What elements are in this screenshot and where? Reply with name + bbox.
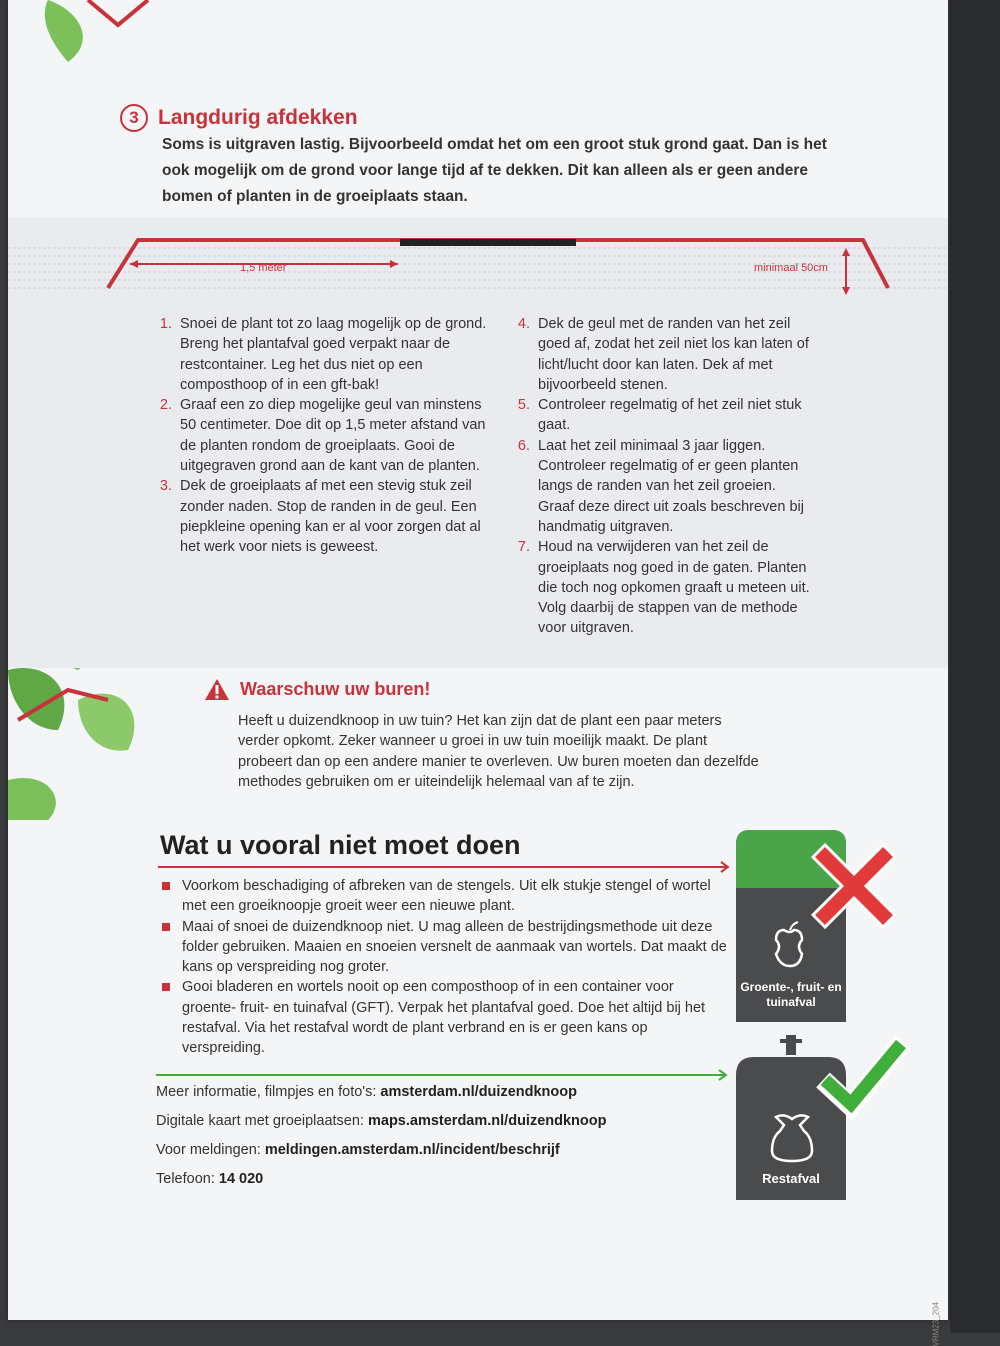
info-line: Meer informatie, filmpjes en foto's: amsterdam.nl/duizendknoop bbox=[156, 1084, 577, 1100]
step-item: 3. Dek de groeiplaats af met een stevig stuk zeil zonder naden. Stop de randen in de geul. Een piepkleine opening kan er al voor zorgen dat al het werk voor niets is geweest. bbox=[176, 476, 488, 557]
dont-item: Voorkom beschadiging of afbreken van de stengels. Uit elk stukje stengel of wortel met een groeiknoopje groeit weer een nieuwe plant. bbox=[160, 876, 730, 917]
dont-list bbox=[160, 876, 730, 1059]
steps-left-column bbox=[158, 314, 488, 558]
step-item: 7. Houd na verwijderen van het zeil de groeiplaats nog goed in de gaten. Planten die toch nog opkomen graaft u meteen uit. Volg daarbij de stappen van de methode voor uitgraven. bbox=[534, 537, 816, 638]
rest-bin-label: Restafval bbox=[762, 1171, 820, 1186]
warning-body: Heeft u duizendknoop in uw tuin? Het kan zijn dat de plant een paar meters verder opkomt. Zeker wanneer u groei in uw tuin moeilijk maakt. De plant probeert dan op een andere manier te overleven. Uw buren moeten dan dezelfde methodes gebruiken om er uiteindelijk helemaal van af te zijn. bbox=[238, 713, 759, 790]
info-line: Voor meldingen: meldingen.amsterdam.nl/incident/beschrijf bbox=[156, 1142, 560, 1158]
step-item: 6. Laat het zeil minimaal 3 jaar liggen. Controleer regelmatig of er geen planten langs de randen van het zeil groeien. Graaf deze direct uit zoals beschreven bij handmatig uitgraven. bbox=[534, 436, 816, 537]
dont-item: Maai of snoei de duizendknoop niet. U mag alleen de bestrijdingsmethode uit deze folder gebruiken. Maaien en snoeien versnelt de aanmaak van wortels. Dat maakt de kans op verspreiding nog groter. bbox=[160, 917, 730, 978]
dont-item: Gooi bladeren en wortels nooit op een composthoop of in een container voor groente- fruit- en tuinafval (GFT). Verpak het plantafval goed. Doe het altijd bij het restafval. Via het restafval wordt de plant verbrand en is er geen kans op verspreiding. bbox=[160, 977, 730, 1058]
warning-title: Waarschuw uw buren! bbox=[240, 679, 431, 699]
info-line: Telefoon: 14 020 bbox=[156, 1171, 264, 1187]
document-code: VRM23_204 bbox=[931, 1302, 940, 1346]
warning-box bbox=[204, 678, 764, 792]
green-arrow-divider bbox=[156, 1068, 736, 1082]
red-cross-icon bbox=[808, 838, 900, 930]
steps-right-column bbox=[516, 314, 816, 639]
gft-bin-label: Groente-, fruit- en tuinafval bbox=[740, 980, 842, 1009]
green-check-icon bbox=[813, 1030, 913, 1120]
frame-edge bbox=[950, 0, 1000, 1333]
section-title: Langdurig afdekken bbox=[158, 106, 358, 129]
section-number: 3 bbox=[120, 104, 148, 132]
map-link[interactable]: maps.amsterdam.nl/duizendknoop bbox=[367, 1113, 607, 1129]
warning-triangle-icon bbox=[204, 678, 230, 701]
section-intro: Soms is uitgraven lastig. Bijvoorbeeld omdat het om een groot stuk grond gaat. Dan is het ook mogelijk om de grond voor lange tijd af te dekken. Dit kan alleen als er geen andere bomen of planten in de groeiplaats staan. bbox=[162, 136, 827, 205]
step-item: 1. Snoei de plant tot zo laag mogelijk op de grond. Breng het plantafval goed verpakt naar de restcontainer. Leg het dus niet op een composthoop of in een gft-bak! bbox=[176, 314, 488, 395]
step-item: 2. Graaf een zo diep mogelijke geul van minstens 50 centimeter. Doe dit op 1,5 meter afstand van de planten rondom de groeiplaats. Gooi de uitgegraven grond aan de kant van de planten. bbox=[176, 395, 488, 476]
website-link[interactable]: amsterdam.nl/duizendknoop bbox=[380, 1084, 577, 1100]
step-item: 5. Controleer regelmatig of het zeil niet stuk gaat. bbox=[534, 395, 816, 436]
depth-label: minimaal 50cm bbox=[754, 262, 828, 274]
flyer-page bbox=[8, 0, 948, 1346]
info-links bbox=[156, 1084, 606, 1200]
leaf-decoration-top-icon bbox=[28, 0, 158, 70]
distance-label: 1,5 meter bbox=[240, 262, 287, 274]
section-heading bbox=[120, 104, 358, 132]
step-item: 4. Dek de geul met de randen van het zeil goed af, zodat het zeil niet los kan laten of licht/lucht door kan laten. Dek af met bijvoorbeeld stenen. bbox=[534, 314, 816, 395]
dont-title: Wat u vooral niet moet doen bbox=[160, 830, 521, 860]
report-link[interactable]: meldingen.amsterdam.nl/incident/beschrijf bbox=[264, 1142, 560, 1158]
phone-number: 14 020 bbox=[218, 1171, 264, 1187]
red-arrow-divider bbox=[158, 860, 738, 874]
info-line: Digitale kaart met groeiplaatsen: maps.amsterdam.nl/duizendknoop bbox=[156, 1113, 607, 1129]
